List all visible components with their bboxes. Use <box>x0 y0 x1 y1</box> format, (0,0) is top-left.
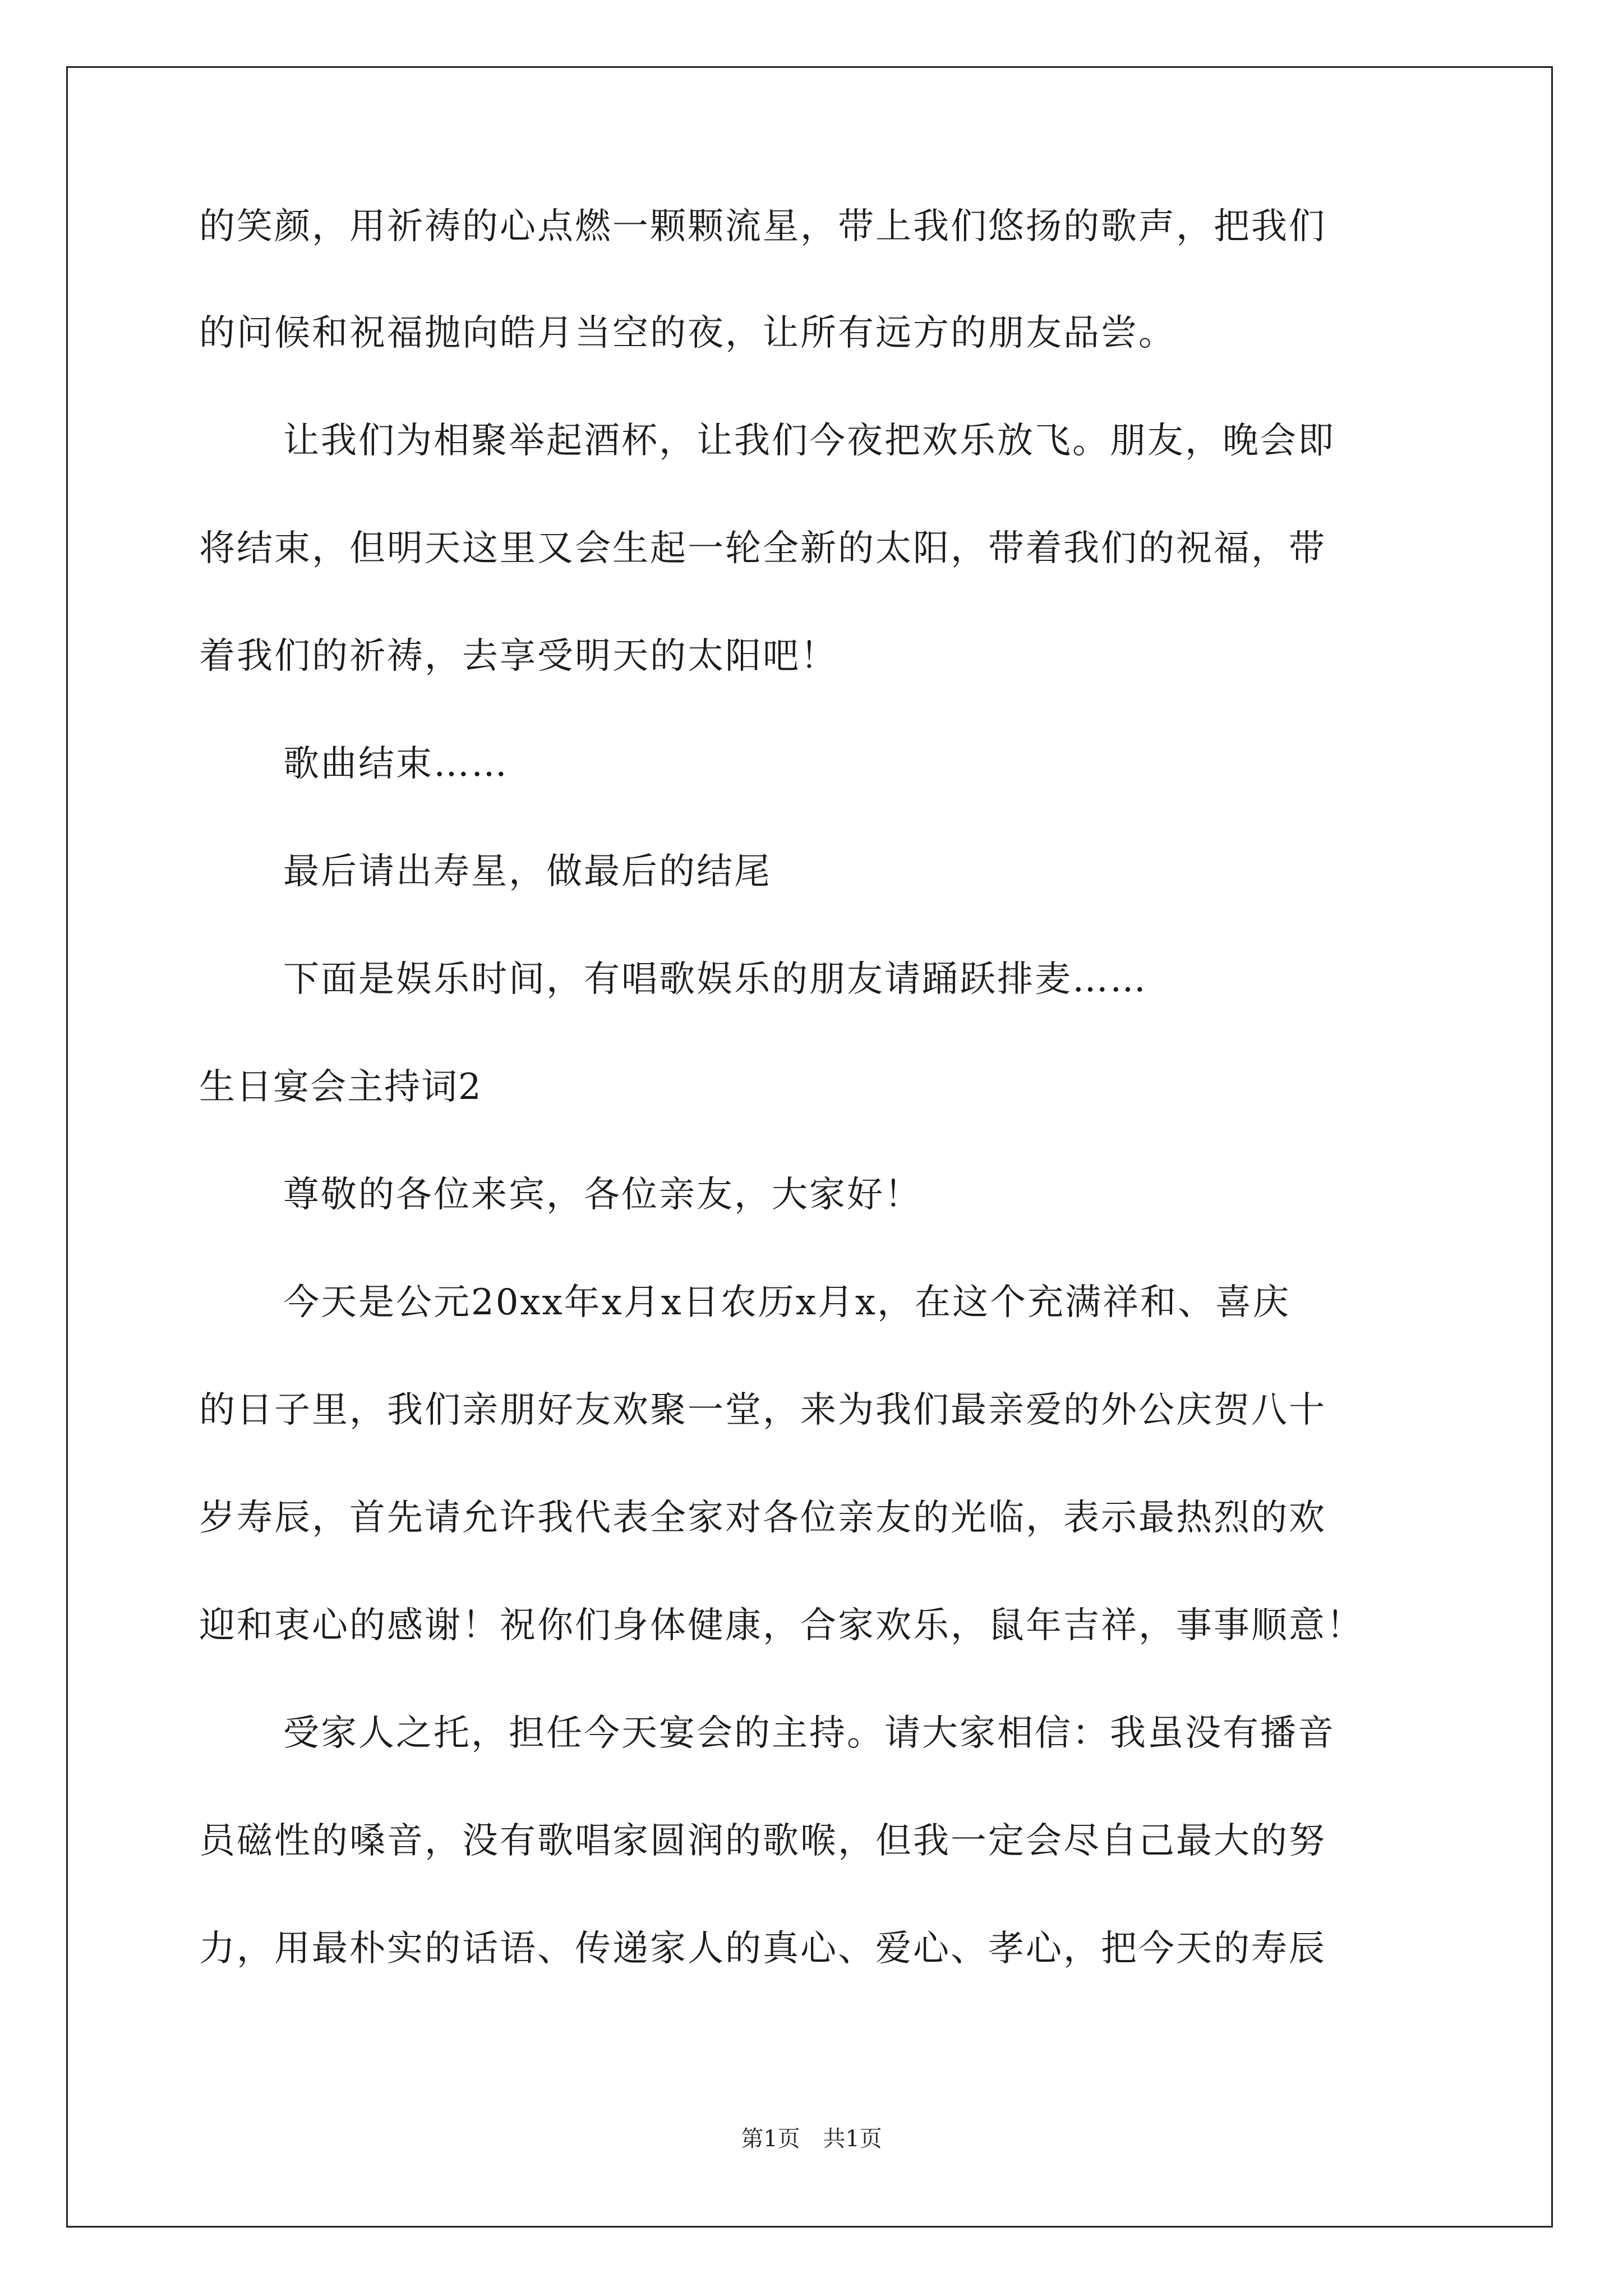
line-text: 歌曲结束…… <box>283 743 509 785</box>
page-border <box>66 66 1553 2228</box>
line-text: 尊敬的各位来宾，各位亲友，大家好！ <box>283 1174 922 1216</box>
line-text: 最后请出寿星，做最后的结尾 <box>283 851 772 892</box>
line-text: 着我们的祈祷，去享受明天的太阳吧！ <box>199 636 838 677</box>
line-text: 的日子里，我们亲朋好友欢聚一堂，来为我们最亲爱的外公庆贺八十 <box>199 1389 1326 1431</box>
page-number: 第1页 <box>741 2126 800 2152</box>
line-text: 今天是公元20xx年x月x日农历x月x，在这个充满祥和、喜庆 <box>283 1282 1290 1323</box>
line-text: 的笑颜，用祈祷的心点燃一颗颗流星，带上我们悠扬的歌声，把我们 <box>199 206 1326 247</box>
line-text: 员磁性的嗓音，没有歌唱家圆润的歌喉，但我一定会尽自己最大的努 <box>199 1820 1326 1862</box>
line-text: 让我们为相聚举起酒杯，让我们今夜把欢乐放飞。朋友，晚会即 <box>283 420 1335 462</box>
line-text: 受家人之托，担任今天宴会的主持。请大家相信：我虽没有播音 <box>283 1713 1335 1754</box>
line-text: 的问候和祝福抛向皓月当空的夜，让所有远方的朋友品尝。 <box>199 312 1176 354</box>
page-total: 共1页 <box>823 2126 882 2152</box>
page-footer <box>0 2121 1623 2153</box>
line-text: 将结束，但明天这里又会生起一轮全新的太阳，带着我们的祝福，带 <box>199 528 1326 569</box>
line-text: 迎和衷心的感谢！祝你们身体健康，合家欢乐，鼠年吉祥，事事顺意！ <box>199 1605 1364 1646</box>
line-text: 岁寿辰，首先请允许我代表全家对各位亲友的光临，表示最热烈的欢 <box>199 1497 1326 1539</box>
line-text: 力，用最朴实的话语、传递家人的真心、爱心、孝心，把今天的寿辰 <box>199 1928 1326 1970</box>
line-text: 下面是娱乐时间，有唱歌娱乐的朋友请踊跃排麦…… <box>283 959 1147 1000</box>
heading-text: 生日宴会主持词2 <box>199 1066 482 1108</box>
